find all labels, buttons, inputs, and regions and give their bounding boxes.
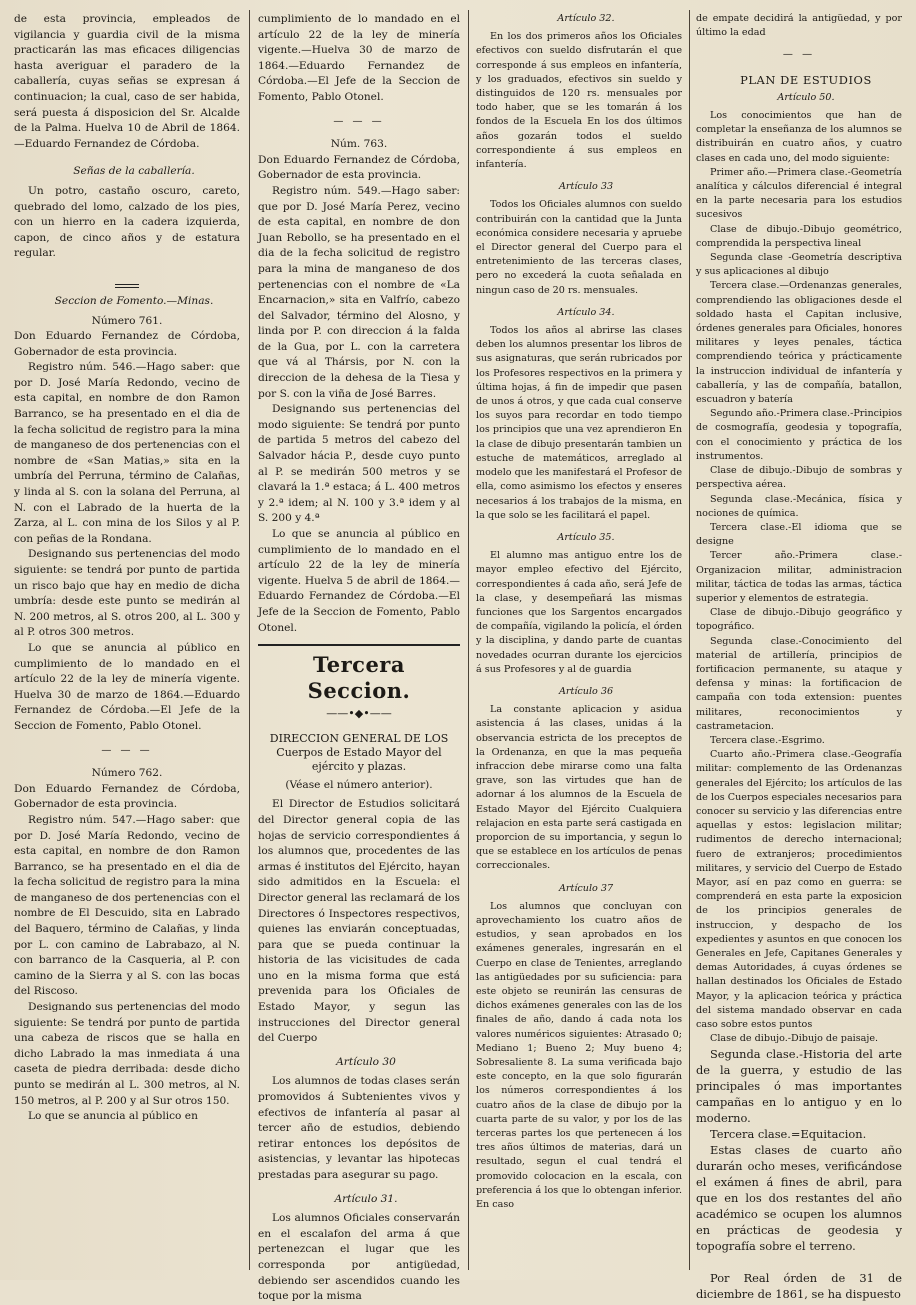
paragraph: Designando sus pertenencias del modo siguiente: Se tendrá por punto de partida 5 metros del cabezo del Salvador hácia P., desde cuyo punto al P. se medirán 500 metros y se clavará la 1.ª estaca; á L. 400 metros y 2.ª idem; al N. 100 y 3.ª idem y al S. 200 y 4.ª: [258, 403, 460, 525]
notice-number: Número 762.: [91, 767, 163, 780]
list-item: Tercera clase.-Esgrimo.: [710, 734, 825, 746]
list-item: Segunda clase -Geometría descriptiva y sus aplicaciones al dibujo: [696, 252, 902, 278]
list-item: Clase de dibujo.-Dibujo de paisaje.: [710, 1033, 879, 1045]
list-item: Tercera clase.-El idioma que se designe: [696, 521, 902, 548]
section-heading: Seccion de Fomento.—Minas.: [54, 294, 214, 307]
paragraph: Los alumnos Oficiales conservarán en el escalafon del arma á que pertenezcan el lugar que les corresponda por antigüedad, debiendo ser ascendidos cuando les toque por la misma: [258, 1212, 460, 1303]
paragraph: Registro núm. 547.—Hago saber: que por D. José María Redondo, vecino de esta capital, en nombre de don Ramon Barranco, se ha presentado en el dia de la fecha solicitud de registro para la mina de manganeso de dos pertenencias con el nombre de El Descuido, sita en Labrado del Baquero, término de Calañas, y linda por L. con camino de Labrabazo, al N. con barranco de la Casqueria, al P. con camino de la Sierra y al S. con las bocas del Riscoso.: [14, 813, 240, 998]
section-rule: [258, 644, 460, 646]
notice-heading: Don Eduardo Fernandez de Córdoba, Gobernador de esta provincia.: [14, 330, 240, 358]
directorate-heading: DIRECCION GENERAL DE LOS Cuerpos de Estado Mayor del ejército y plazas.: [269, 731, 449, 773]
list-item: Clase de dibujo.-Dibujo de sombras y perspectiva aérea.: [696, 465, 902, 491]
separator: — — —: [333, 115, 385, 127]
paragraph: Todos los Oficiales alumnos con sueldo contribuirán con la cantidad que la Junta económica considere necesaria y apruebe el Director general del Cuerpo para el entretenimiento de las terceras clases, pero no excederá la cuota señalada en ningun caso de 20 rs. mensuales.: [476, 199, 682, 296]
paragraph: Designando sus pertenencias del modo siguiente: se tendrá por punto de partida un risco bajo que hay en medio de dicha umbría: desde este punto se medirán al N. 200 metros, al S. otros 200, al L. 300 y al P. otros 300 metros.: [14, 548, 240, 639]
paragraph: Registro núm. 546.—Hago saber: que por D. José María Redondo, vecino de esta capital, en nombre de don Ramon Barranco, se ha presentado en el dia de la fecha solicitud de registro para la mina de manganeso de dos pertenencias con el nombre de «San Matias,» sita en la umbría del Perruna, término de Calañas, y linda al S. con la solana del Perruna, al N. con el Labrado de la huerta de la Zarza, al L. con mina de los Silos y al P. con peñas de la Rondana.: [14, 361, 240, 545]
paragraph: Estas clases de cuarto año durarán ocho meses, verificándose el exámen á fines de abril, para que en los dos restantes del año académico se ocupen los alumnos en prácticas de geodesia y topografía sobre el terreno.: [696, 1143, 902, 1254]
plan-title: PLAN DE ESTUDIOS: [740, 72, 872, 87]
list-item: Primer año.—Primera clase.-Geometría analítica y cálculos diferencial é integral en la parte necesaria para los estudios sucesivos: [696, 166, 902, 221]
article-heading: Artículo 34.: [557, 306, 615, 318]
paragraph: Lo que se anuncia al público en cumplimiento de lo mandado en el artículo 22 de la ley de minería vigente. Huelva 30 de marzo de 1864.—Eduardo Fernandez de Córdoba.—El Jefe de la Seccion de Fomento, Pablo Otonel.: [14, 641, 240, 732]
section-heading: Señas de la caballería.: [73, 165, 195, 178]
column-4: [696, 12, 902, 1302]
article-heading: Artículo 35.: [557, 531, 615, 543]
paragraph: Lo que se anuncia al público en cumplimiento de lo mandado en el artículo 22 de la ley de minería vigente. Huelva 5 de abril de 1864.—Eduardo Fernandez de Córdoba.—El Jefe de la Seccion de Fomento, Pablo Otonel.: [258, 528, 460, 634]
article-heading: Artículo 37: [558, 882, 614, 894]
paragraph: Lo que se anuncia al público en: [28, 1110, 198, 1123]
notice-number: Número 761.: [91, 314, 163, 327]
paragraph: El Director de Estudios solicitará del Director general copia de las hojas de servicio correspondientes á los alumnos que, procedentes de las armas é institutos del Ejército, hayan sido admitidos en la Escuela: el Director general las reclamará de los Directores ó Inspectores respectivos, quienes las enviarán conceptuadas, para que se pueda continuar la historia de las vicisitudes de cada uno en la misma forma que está prevenida para los Oficiales de Estado Mayor, y segun las instrucciones del Director general del Cuerpo: [258, 798, 460, 1045]
column-divider: [468, 10, 469, 1270]
separator: — —: [782, 49, 816, 61]
article-heading: Artículo 30: [336, 1055, 396, 1068]
separator: [115, 284, 139, 288]
paragraph: cumplimiento de lo mandado en el artículo 22 de la ley de minería vigente.—Huelva 30 de marzo de 1864.—Eduardo Fernandez de Córdoba.—El Jefe de la Seccion de Fomento, Pablo Otonel.: [258, 13, 460, 103]
paragraph: El alumno mas antiguo entre los de mayor empleo efectivo del Ejército, correspondientes á cada año, será Jefe de la clase, y desempeñará las mismas funciones que los Sargentos encargados de compañía, vigilando la policía, el órden y la disciplina, y dando parte de cuantas novedades ocurran durante los ejercicios á sus Profesores y al de guardia: [476, 550, 682, 675]
paragraph: Un potro, castaño oscuro, careto, quebrado del lomo, calzado de los pies, con un hierro en la cadera izquierda, capon, de cinco años y de estatura regular.: [14, 184, 240, 260]
notice-number: Núm. 763.: [330, 138, 388, 151]
notice-heading: Don Eduardo Fernandez de Córdoba, Gobernador de esta provincia.: [14, 782, 240, 811]
column-3: [476, 12, 682, 1268]
list-item: Tercera clase.—Ordenanzas generales, comprendiendo las obligaciones desde el soldado hasta el Capitan inclusive, órdenes generales para Oficiales, honores militares y leyes penales, táctica comprendiendo teórica y prácticamente la instruccion individual de infantería y caballería, y las de compañía, batallon, escuadron y batería: [696, 280, 902, 406]
list-item: Segundo año.-Primera clase.-Principios de cosmografía, geodesia y topografía, con el conocimiento y práctica de los instrumentos.: [696, 408, 902, 462]
article-heading: Artículo 32.: [557, 13, 615, 24]
paragraph: Los conocimientos que han de completar la enseñanza de los alumnos se distribuirán en cuatro años, y cuatro clases en cada uno, del modo siguiente:: [696, 110, 902, 164]
paragraph: Por Real órden de 31 de diciembre de 1861, se ha dispuesto: [696, 1271, 902, 1302]
list-item: Clase de dibujo.-Dibujo geográfico y topográfico.: [696, 607, 902, 633]
list-item: Segunda clase.-Mecánica, física y nociones de química.: [696, 493, 902, 519]
paragraph: Tercera clase.=Equitacion.: [710, 1127, 867, 1142]
column-1: [14, 12, 240, 1268]
notice-heading: Don Eduardo Fernandez de Córdoba, Gobernador de esta provincia.: [258, 153, 460, 182]
paragraph: Todos los años al abrirse las clases deben los alumnos presentar los libros de sus asignaturas, que serán rubricados por los Profesores respectivos en la primera y última hojas, á fin de impedir que pasen de unos á otros, y que cada cual conserve los suyos para recordar en todo tiempo los principios que una vez aprendieron En la clase de dibujo presentarán tambien un estuche de matemáticos, arreglado al modelo que les manifestará el Profesor de ella, como asimismo los efectos y enseres necesarios á los trabajos de la misma, en la que solo se les facilitará el papel.: [476, 325, 682, 521]
separator: — — —: [101, 744, 153, 756]
column-2: [258, 12, 460, 1303]
column-divider: [689, 10, 690, 1270]
list-item: Segunda clase.-Conocimiento del material de artillería, principios de fortificacion permanente, su ataque y defensa y minas: la fortificacion de campaña con toda extension: puentes militares, reconocimientos y castrametacion.: [696, 635, 902, 732]
ornament: ——•◆•——: [326, 707, 392, 721]
article-heading: Artículo 36: [558, 685, 614, 697]
paragraph: En los dos primeros años los Oficiales efectivos con sueldo disfrutarán el que corresponde á sus empleos en infantería, y los graduados, efectivos sin sueldo y distinguidos de 120 rs. mensuales por todo haber, que se les tomarán á los fondos de la Escuela En los dos últimos años gozarán todos el sueldo correspondiente á sus empleos en infantería.: [476, 31, 682, 171]
paragraph: La constante aplicacion y asidua asistencia á las clases, unidas á la observancia estricta de los preceptos de la Ordenanza, en que la mas pequeña infraccion debe mirarse como una falta grave, son las virtudes que han de adornar á los alumnos de la Escuela de Estado Mayor del Ejército Cualquiera relajacion en esta parte será castigada en proporcion de su importancia, y segun lo que se establece en los artículos de penas correccionales.: [476, 704, 682, 872]
article-heading: Artículo 50.: [777, 91, 835, 103]
column-divider: [249, 10, 250, 1270]
paragraph: Los alumnos de todas clases serán promovidos á Subtenientes vivos y efectivos de infantería al pasar al tercer año de estudios, debiendo retirar entonces los depósitos de asistencias, y levantar las hipotecas prestadas para asegurar su pago.: [258, 1075, 460, 1181]
paragraph: de empate decidirá la antigüedad, y por último la edad: [696, 13, 902, 39]
list-item: Clase de dibujo.-Dibujo geométrico, comprendida la perspectiva lineal: [696, 223, 902, 249]
list-item: Tercer año.-Primera clase.-Organizacion militar, administracion militar, táctica de todas las armas, táctica superior y elementos de estrategia.: [696, 550, 902, 604]
paragraph: Los alumnos que concluyan con aprovechamiento los cuatro años de estudios, y sean aprobados en los exámenes generales, ingresarán en el Cuerpo en clase de Tenientes, arreglando las antigüedades por su suficiencia: para este objeto se reunirán las censuras de dichos exámenes generales con las de los finales de año, dando á cada nota los valores numéricos siguientes: Atrasado 0; Mediano 1; Bueno 2; Muy bueno 4; Sobresaliente 8. La suma verificada bajo este concepto, en la que solo figurarán los números correspondientes á los cuatro años de la clase de dibujo por la cuarta parte de su valor, y por los de las terceras partes los que pertenecen á los tres años últimos de materias, dará un resultado, segun el cual tendrá el promovido colocacion en la escala, con preferencia á los que lo obtengan inferior. En caso: [476, 900, 682, 1211]
paragraph: Registro núm. 549.—Hago saber: que por D. José María Perez, vecino de esta capital, en nombre de don Juan Rebollo, se ha presentado en el dia de la fecha solicitud de registro para la mina de manganeso de dos pertenencias con el nombre de «La Encarnacion,» sita en Valfrío, cabezo del Salvador, término del Alosno, y linda por P. con direccion á la falda de la Gua, por L. con la carretera que vá al Thársis, por N. con la direccion de la dehesa de la Tiesa y por S. con la viña de José Barres.: [258, 184, 460, 400]
article-heading: Artículo 33: [558, 181, 614, 193]
list-item: Cuarto año.-Primera clase.-Geografía militar: complemento de las Ordenanzas generales del Ejército; los artículos de las de los Cuerpos especiales necesarios para conocer su servicio y las diferencias entre aquellas y estos: legislacion militar; rudimentos de derecho internacional; fuero de extranjeros; procedimientos militares, y servicio del Cuerpo de Estado Mayor, así en paz como en guerra: se comprenderá en esta parte la exposicion de los principios generales de instruccion, y despacho de los expedientes y asuntos en que conocen los Generales en Jefe, Capitanes Generales y demas Autoridades, á cuyas órdenes se hallan destinados los Oficiales de Estado Mayor, y la aplicacion teórica y práctica del sistema mandado observar en cada caso sobre estos puntos: [696, 749, 902, 1031]
note: (Véase el número anterior).: [285, 778, 433, 791]
paragraph: Designando sus pertenencias del modo siguiente: Se tendrá por punto de partida una cabeza de riscos que se halla en dicho Labrado la mas inmediata á una caseta de piedra derribada: desde dicho punto se medirán al L. 300 metros, al N. 150 metros, al P. 200 y al Sur otros 150.: [14, 1001, 240, 1107]
paragraph: Segunda clase.-Historia del arte de la guerra, y estudio de las principales ó mas importantes campañas en lo antiguo y en lo moderno.: [696, 1047, 902, 1126]
article-heading: Artículo 31.: [334, 1192, 398, 1205]
section-title: Tercera Seccion.: [307, 652, 411, 704]
paragraph: de esta provincia, empleados de vigilancia y guardia civil de la misma practicarán las mas eficaces diligencias hasta averiguar el paradero de la caballería, cuyas señas se expresan á continuacion; la cual, caso de ser habida, será puesta á disposicion del Sr. Alcalde de la Palma. Huelva 10 de Abril de 1864.—Eduardo Fernandez de Córdoba.: [14, 13, 240, 150]
